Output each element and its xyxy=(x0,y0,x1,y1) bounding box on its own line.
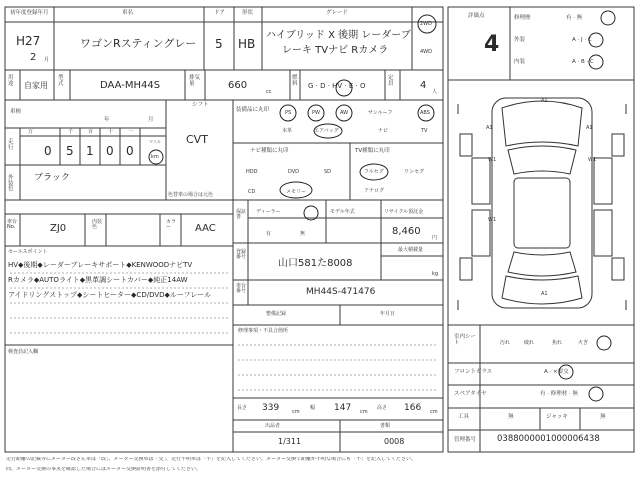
seat-opt-2: 破れ xyxy=(524,340,535,346)
mileage-digit-2: 5 xyxy=(66,144,74,158)
inspection-month: 月 xyxy=(148,117,154,123)
navi-hdd: HDD xyxy=(246,169,258,175)
recycle-value: 8,460 xyxy=(392,226,421,237)
lot-value: 0008 xyxy=(384,437,405,446)
shape-value: HB xyxy=(238,37,256,51)
plate-label: 車台No. xyxy=(7,219,18,230)
diagram-a1-top: A1 xyxy=(541,98,548,104)
drive-2wd: 2WD xyxy=(420,21,432,27)
equip-airbag: エアバッグ xyxy=(314,128,339,134)
date-label: 年月日 xyxy=(380,311,396,317)
seat-opt-4: 火ぎ xyxy=(578,340,589,346)
selling-line-2: Rカメラ◆AUTOライト◆黒革調シートカバー◆純正14AW xyxy=(8,276,188,284)
width-unit: cm xyxy=(360,409,368,415)
recycle-label: リサイクル預託金 xyxy=(384,209,424,215)
height-label: 高さ xyxy=(377,405,388,411)
spare-circle-icon xyxy=(586,385,606,403)
exterior-label: 外装 xyxy=(514,37,526,43)
grade-label: グレード xyxy=(326,10,349,16)
num-value: 1/311 xyxy=(278,437,302,446)
glass-label: フロントガラス xyxy=(454,369,493,375)
tv-analog: アナログ xyxy=(364,188,385,194)
reg-label: 登録番号 xyxy=(236,249,247,260)
color-label: 外装色 xyxy=(8,175,14,192)
mileage-digit-5: 0 xyxy=(126,144,134,158)
repair-none-circle-icon xyxy=(598,9,618,27)
equip-aw: AW xyxy=(340,110,349,116)
interior-b-circle-icon xyxy=(586,53,606,71)
capacity-unit: kg xyxy=(432,271,439,277)
inspector-notes-label: 検査員記入欄 xyxy=(8,349,39,355)
equip-pw: PW xyxy=(312,110,320,116)
seats-value: 4 xyxy=(420,80,427,91)
length-value: 339 xyxy=(262,403,280,413)
mileage-mile: マイル xyxy=(149,139,161,144)
drive-circle-icon xyxy=(413,10,443,68)
spare-label: スペアタイヤ xyxy=(454,391,487,397)
dealer-circle-icon xyxy=(300,204,322,222)
disp-unit: cc xyxy=(266,89,272,95)
mileage-digit-3: 1 xyxy=(86,144,94,158)
mileage-digit-4: 0 xyxy=(106,144,114,158)
mgmt-label: 管理番号 xyxy=(454,437,477,443)
glass-circle-icon xyxy=(556,363,576,381)
first-reg-value: H27 xyxy=(16,34,41,48)
equipment-circles-icon xyxy=(278,102,438,142)
diagram-w1-left: W1 xyxy=(488,157,497,163)
tools-label: 工具 xyxy=(458,414,470,420)
footer-line-2: 尚、メーター交換の事実を確認した場合にはメーター交換証明書を添付してください。 xyxy=(6,467,202,472)
capacity-label: 最大積載量 xyxy=(398,247,424,253)
selling-line-3: アイドリングストップ◆シートヒーター◆CD/DVD◆ルーフレール xyxy=(8,291,212,299)
plate-value: ZJ0 xyxy=(50,223,67,234)
shift-label: シフト xyxy=(192,102,209,108)
seat-label: 室内シート xyxy=(454,334,477,346)
diagram-a1-bottom: A1 xyxy=(541,291,548,297)
first-reg-month-unit: 月 xyxy=(44,57,50,63)
warranty-label: 保証書 xyxy=(236,209,247,220)
shape-label: 形状 xyxy=(242,10,254,16)
tv-fullseg-circle-icon xyxy=(356,162,392,182)
shift-value: CVT xyxy=(186,133,208,146)
interior-label: 内装 xyxy=(514,59,526,65)
score-label: 評価点 xyxy=(468,13,485,19)
color-note: 色替車の場合は元色 xyxy=(168,192,214,198)
dealer-yes: 有 xyxy=(266,231,272,237)
recycle-unit: 円 xyxy=(432,235,438,241)
interior-color-label: 内装色 xyxy=(92,219,103,230)
exterior-grades: A · J · C xyxy=(572,37,592,43)
equip-abs: ABS xyxy=(420,110,430,116)
equip-sunroof: サンルーフ xyxy=(368,110,393,116)
mileage-header-ichi: 一 xyxy=(128,129,134,135)
fuel-label: 燃料 xyxy=(292,75,298,87)
tv-label: TV種類に丸印 xyxy=(355,148,390,154)
jack-label: ジャッキ xyxy=(546,414,568,420)
seat-opt-3: 焦れ xyxy=(552,340,563,346)
seats-label: 定員 xyxy=(388,75,394,87)
repair-label: 修理歴 xyxy=(514,15,531,21)
color-value: ブラック xyxy=(34,173,70,183)
drive-4wd: 4WD xyxy=(420,49,432,55)
mileage-unit: km xyxy=(151,154,159,160)
equip-navi: ナビ xyxy=(378,128,389,134)
doors-label: ドア xyxy=(214,10,225,16)
tools-value: 無 xyxy=(508,414,514,420)
navi-memory-circle-icon xyxy=(278,180,314,200)
inv-label: 出品者 xyxy=(265,423,281,429)
diagram-w1-right: W1 xyxy=(588,157,597,163)
exterior-j-circle-icon xyxy=(586,31,606,49)
reg-value: 山口581た8008 xyxy=(278,258,353,269)
car-damage-diagram xyxy=(452,88,632,320)
equip-tv: TV xyxy=(421,128,428,134)
dealer-no: 無 xyxy=(300,231,306,237)
selling-line-1: HV◆後期◆レーダーブレーキサポート◆KENWOODナビTV xyxy=(8,261,193,269)
equip-ps: PS xyxy=(285,110,292,116)
first-reg-label: 初年度登録年月 xyxy=(10,10,49,16)
grade-line1: ハイブリッド X 後期 レーダーブ xyxy=(266,30,411,41)
slips-label: 修理事項・不具合箇所 xyxy=(238,328,289,334)
mileage-header-hyaku: 百 xyxy=(88,129,94,135)
equipment-label: 装備品に丸印 xyxy=(236,107,270,113)
mileage-digit-1: 0 xyxy=(44,144,52,158)
chassis-label: 車台番号 xyxy=(236,283,247,294)
owner-label: 書類 xyxy=(380,423,391,429)
use-label: 用途 xyxy=(8,75,14,87)
chassis-value: MH44S-471476 xyxy=(306,287,376,297)
mileage-header-sen: 千 xyxy=(68,129,74,135)
model-label: 車名 xyxy=(122,10,134,16)
model-value: ワゴンRスティングレー xyxy=(80,37,197,50)
disp-label: 排気量 xyxy=(189,75,201,87)
type-label: 型式 xyxy=(58,75,64,87)
mileage-header-juu: 十 xyxy=(108,129,114,135)
spare-options: 有 · 修理材 · 無 xyxy=(540,391,578,397)
jack-value: 無 xyxy=(600,414,606,420)
diagram-a1-left: A1 xyxy=(486,125,493,131)
first-reg-month: 2 xyxy=(30,52,37,63)
length-label: 長さ xyxy=(237,405,248,411)
glass-options: A · ×要交 xyxy=(544,369,569,375)
tv-fullseg: フルセグ xyxy=(364,169,384,175)
mileage-digit-headers xyxy=(20,129,160,136)
fuel-hv-circle-icon xyxy=(334,78,354,98)
trim-label: カラー xyxy=(166,219,177,230)
navi-cd: CD xyxy=(248,189,256,195)
navi-sd: SD xyxy=(324,169,332,175)
diagram-a1-right: A1 xyxy=(586,125,593,131)
mileage-header-man: 万 xyxy=(28,129,34,135)
repair-options: 有 · 無 xyxy=(566,15,583,21)
length-unit: cm xyxy=(292,409,300,415)
navi-label: ナビ種類に丸印 xyxy=(250,148,289,154)
tv-oneseg: ワンセグ xyxy=(404,169,425,175)
footer-line-1: 走行距離の記載等にメーター改ざん車は「改」、メーター交換車は「交」、走行不明車は「不」を記入してください。メーター交換で距離が不明な場合にも「不」を記入してください。 xyxy=(6,457,417,462)
height-value: 166 xyxy=(404,403,422,413)
model-year-label: モデル年式 xyxy=(330,209,355,215)
inspection-year: 年 xyxy=(104,117,110,123)
selling-label: セールスポイント xyxy=(8,249,48,255)
seats-unit: 人 xyxy=(432,89,438,95)
disp-value: 660 xyxy=(228,80,248,91)
record-label: 整備記録 xyxy=(266,311,287,317)
score-value: 4 xyxy=(484,32,500,57)
seat-opt-1: 汚れ xyxy=(500,340,511,346)
width-value: 147 xyxy=(334,403,352,413)
interior-grades: A · B · C xyxy=(572,59,594,65)
fuel-value: G · D · HV · E · O xyxy=(308,82,366,90)
dealer-label: ディーラー xyxy=(256,209,281,215)
mileage-label: 走行 xyxy=(8,139,14,151)
mgmt-value: 0388000001000006438 xyxy=(497,434,600,444)
navi-dvd: DVD xyxy=(288,169,300,175)
doors-value: 5 xyxy=(215,37,223,51)
grade-line2: レーキ TVナビ Rカメラ xyxy=(282,45,389,56)
trim-value: AAC xyxy=(195,223,216,234)
equip-leather: 本革 xyxy=(282,128,293,134)
width-label: 幅 xyxy=(310,405,316,411)
seat-circle-icon xyxy=(594,334,614,352)
inspection-label: 車検 xyxy=(10,109,22,115)
type-value: DAA-MH44S xyxy=(100,80,161,91)
height-unit: cm xyxy=(430,409,438,415)
diagram-w1-left2: W1 xyxy=(488,217,497,223)
use-value: 自家用 xyxy=(24,81,48,90)
navi-memory: メモリー xyxy=(286,189,307,195)
